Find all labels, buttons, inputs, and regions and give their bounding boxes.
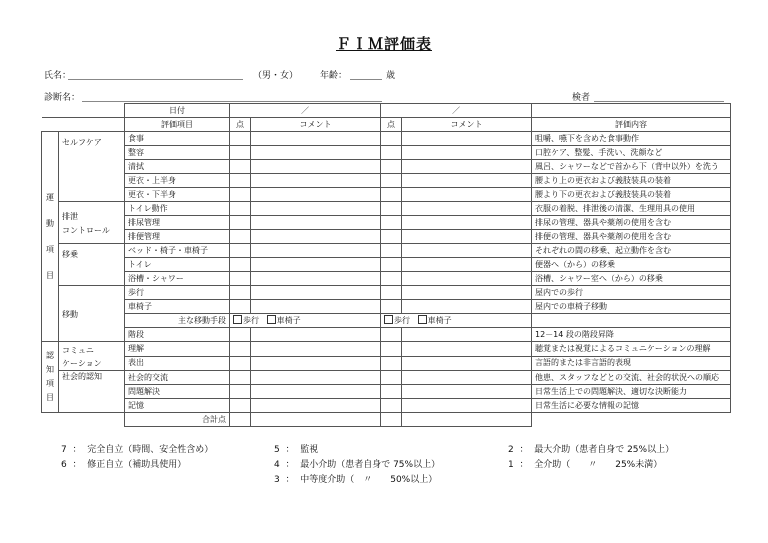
score-cell[interactable] <box>230 174 251 188</box>
walk-option-label: 歩行 <box>394 315 410 325</box>
comment-cell[interactable] <box>251 272 381 286</box>
item-content: 排尿の管理、器具や薬剤の使用を含む <box>532 216 731 230</box>
item-content: 腰より上の更衣および義肢装具の装着 <box>532 174 731 188</box>
score-cell[interactable] <box>381 286 402 300</box>
name-label: 氏名： <box>44 71 72 81</box>
score-cell[interactable] <box>230 300 251 314</box>
item-label: 問題解決 <box>125 385 230 399</box>
legend-item: 7 ： 完全自立（時間、安全性含め） <box>61 445 214 455</box>
cognitive-section-label: 認 知 項 目 <box>42 342 59 413</box>
comment-cell[interactable] <box>402 132 532 146</box>
comment-cell[interactable] <box>251 132 381 146</box>
item-header: 評価項目 <box>125 118 230 132</box>
score-cell[interactable] <box>230 202 251 216</box>
examiner-label: 検者 <box>572 93 591 103</box>
score-cell[interactable] <box>230 328 251 342</box>
item-label: 理解 <box>125 342 230 357</box>
legend-item: 5 ： 監視 <box>274 445 319 455</box>
category-selfcare: セルフケア <box>59 132 125 202</box>
diagnosis-label: 診断名： <box>44 93 81 103</box>
score-cell[interactable] <box>381 244 402 258</box>
table-row <box>42 160 731 174</box>
comment-cell[interactable] <box>402 174 532 188</box>
item-content: 他患、スタッフなどとの交流、社会的状況への順応 <box>532 371 731 385</box>
table-row <box>42 258 731 272</box>
score-cell[interactable] <box>381 202 402 216</box>
item-label: ベッド・椅子・車椅子 <box>125 244 230 258</box>
item-label: 排便管理 <box>125 230 230 244</box>
comment-cell[interactable] <box>251 230 381 244</box>
comment-cell[interactable] <box>402 342 532 357</box>
date-cell-2[interactable]: ／ <box>381 104 532 118</box>
item-content: 12－14 段の階段昇降 <box>532 328 731 342</box>
wheelchair-option-label: 車椅子 <box>276 315 301 325</box>
total-score-1[interactable] <box>230 413 251 427</box>
score-cell[interactable] <box>230 146 251 160</box>
item-content: 排便の管理、器具や薬剤の使用を含む <box>532 230 731 244</box>
score-cell[interactable] <box>230 216 251 230</box>
date-cell-1[interactable]: ／ <box>230 104 381 118</box>
name-field[interactable] <box>68 79 243 80</box>
score-cell[interactable] <box>381 385 402 399</box>
walk-checkbox[interactable] <box>233 315 242 324</box>
item-content: 聴覚または視覚によるコミュニケーションの理解 <box>532 342 731 357</box>
page-title: ＦＩＭ評価表 <box>335 35 432 53</box>
comment-cell[interactable] <box>402 230 532 244</box>
comment-cell[interactable] <box>251 371 381 385</box>
comment-cell[interactable] <box>251 286 381 300</box>
age-unit: 歳 <box>386 71 396 81</box>
item-label: 階段 <box>125 328 230 342</box>
score-cell[interactable] <box>230 244 251 258</box>
score-cell[interactable] <box>230 258 251 272</box>
wheelchair-option-label: 車椅子 <box>427 315 452 325</box>
score-cell[interactable] <box>381 258 402 272</box>
score-cell[interactable] <box>230 160 251 174</box>
examiner-field[interactable] <box>594 101 724 102</box>
comment-cell[interactable] <box>402 258 532 272</box>
walk-checkbox[interactable] <box>384 315 393 324</box>
comment-cell[interactable] <box>402 244 532 258</box>
table-row <box>42 300 731 314</box>
fim-table <box>41 103 731 427</box>
header-row <box>42 118 731 132</box>
category-transfer: 移乗 <box>59 244 125 286</box>
score-cell[interactable] <box>381 371 402 385</box>
comment-cell[interactable] <box>402 356 532 371</box>
comment-cell[interactable] <box>251 202 381 216</box>
total-row <box>42 413 731 427</box>
content-header: 評価内容 <box>532 118 731 132</box>
item-label: 更衣・下半身 <box>125 188 230 202</box>
item-content: 便器へ（から）の移乗 <box>532 258 731 272</box>
comment-cell[interactable] <box>251 174 381 188</box>
table-row <box>42 328 731 342</box>
score-header-1: 点 <box>230 118 251 132</box>
item-label: 社会的交流 <box>125 371 230 385</box>
item-content: 口腔ケア、整髪、手洗い、洗顔など <box>532 146 731 160</box>
age-label: 年齢： <box>320 71 348 81</box>
item-label: 更衣・上半身 <box>125 174 230 188</box>
table-row <box>42 188 731 202</box>
sex-label: （男・女） <box>253 71 299 81</box>
score-cell[interactable] <box>230 286 251 300</box>
score-cell[interactable] <box>381 188 402 202</box>
score-cell[interactable] <box>230 399 251 413</box>
comment-header-1: コメント <box>251 118 381 132</box>
comment-cell[interactable] <box>402 399 532 413</box>
table-row <box>42 286 731 300</box>
diagnosis-field[interactable] <box>82 101 382 102</box>
item-content: 日常生活に必要な情報の記憶 <box>532 399 731 413</box>
category-locomotion: 移動 <box>59 286 125 342</box>
item-content: 腰より下の更衣および義肢装具の装着 <box>532 188 731 202</box>
table-row <box>42 342 731 357</box>
comment-cell[interactable] <box>402 371 532 385</box>
item-content: 浴槽、シャワー室へ（から）の移乗 <box>532 272 731 286</box>
table-row <box>42 146 731 160</box>
comment-cell[interactable] <box>402 202 532 216</box>
table-row <box>42 356 731 371</box>
table-row <box>42 399 731 413</box>
legend-item: 6 ： 修正自立（補助具使用） <box>61 460 187 470</box>
comment-cell[interactable] <box>251 300 381 314</box>
score-cell[interactable] <box>381 216 402 230</box>
comment-cell[interactable] <box>402 300 532 314</box>
comment-cell[interactable] <box>402 216 532 230</box>
item-content: 言語的または非言語的表現 <box>532 356 731 371</box>
score-cell[interactable] <box>381 300 402 314</box>
item-label: 清拭 <box>125 160 230 174</box>
item-label: 歩行 <box>125 286 230 300</box>
total-score-2[interactable] <box>381 413 402 427</box>
score-cell[interactable] <box>381 399 402 413</box>
item-label: 記憶 <box>125 399 230 413</box>
item-content: 屋内での歩行 <box>532 286 731 300</box>
comment-cell[interactable] <box>251 356 381 371</box>
legend-item: 3 ： 中等度介助（ 〃 50%以上） <box>274 475 438 485</box>
mobility-options-2 <box>381 314 532 328</box>
date-label: 日付 <box>125 104 230 118</box>
date-row <box>42 104 731 118</box>
item-label: 浴槽・シャワー <box>125 272 230 286</box>
item-label: 表出 <box>125 356 230 371</box>
score-cell[interactable] <box>230 371 251 385</box>
table-row <box>42 371 731 385</box>
walk-option-label: 歩行 <box>243 315 259 325</box>
comment-cell[interactable] <box>402 385 532 399</box>
total-comment-1[interactable] <box>251 413 381 427</box>
total-comment-2[interactable] <box>402 413 532 427</box>
item-label: 排尿管理 <box>125 216 230 230</box>
score-cell[interactable] <box>381 272 402 286</box>
table-row <box>42 385 731 399</box>
table-row <box>42 202 731 216</box>
item-label: 車椅子 <box>125 300 230 314</box>
wheelchair-checkbox[interactable] <box>267 315 276 324</box>
comment-cell[interactable] <box>251 146 381 160</box>
score-cell[interactable] <box>230 230 251 244</box>
score-header-2: 点 <box>381 118 402 132</box>
table-row <box>42 272 731 286</box>
score-cell[interactable] <box>381 342 402 357</box>
comment-cell[interactable] <box>402 188 532 202</box>
comment-cell[interactable] <box>402 146 532 160</box>
comment-cell[interactable] <box>251 385 381 399</box>
score-cell[interactable] <box>230 356 251 371</box>
comment-cell[interactable] <box>251 342 381 357</box>
motor-section-label: 運 動 項 目 <box>42 132 59 342</box>
table-row <box>42 174 731 188</box>
item-label: トイレ <box>125 258 230 272</box>
wheelchair-checkbox[interactable] <box>418 315 427 324</box>
age-field[interactable] <box>350 79 382 80</box>
comment-cell[interactable] <box>251 258 381 272</box>
score-cell[interactable] <box>230 385 251 399</box>
legend-item: 2 ： 最大介助（患者自身で 25%以上） <box>508 445 675 455</box>
score-cell[interactable] <box>230 272 251 286</box>
item-content: 屋内での車椅子移動 <box>532 300 731 314</box>
score-cell[interactable] <box>381 328 402 342</box>
comment-cell[interactable] <box>251 399 381 413</box>
item-label: 食事 <box>125 132 230 146</box>
score-cell[interactable] <box>230 342 251 357</box>
category-excretion: 排泄 コントロール <box>59 202 125 244</box>
score-cell[interactable] <box>381 132 402 146</box>
item-content: それぞれの間の移乗、起立動作を含む <box>532 244 731 258</box>
comment-cell[interactable] <box>402 286 532 300</box>
category-social: 社会的認知 <box>59 371 125 413</box>
main-mobility-row <box>42 314 731 328</box>
item-label: 整容 <box>125 146 230 160</box>
comment-cell[interactable] <box>402 272 532 286</box>
comment-cell[interactable] <box>251 216 381 230</box>
table-row <box>42 132 731 146</box>
comment-cell[interactable] <box>251 244 381 258</box>
item-content: 日常生活上での問題解決、適切な決断能力 <box>532 385 731 399</box>
legend-item: 1 ： 全介助（ 〃 25%未満） <box>508 460 663 470</box>
item-content: 風呂、シャワーなどで首から下（背中以外）を洗う <box>532 160 731 174</box>
score-cell[interactable] <box>381 146 402 160</box>
comment-cell[interactable] <box>402 328 532 342</box>
score-cell[interactable] <box>230 132 251 146</box>
comment-cell[interactable] <box>251 160 381 174</box>
table-row <box>42 230 731 244</box>
score-cell[interactable] <box>381 174 402 188</box>
total-label: 合計点 <box>125 413 230 427</box>
score-cell[interactable] <box>381 160 402 174</box>
category-communication: コミュニ ケーション <box>59 342 125 371</box>
mobility-options-1 <box>230 314 381 328</box>
table-row <box>42 244 731 258</box>
table-row <box>42 216 731 230</box>
main-mobility-label: 主な移動手段 <box>125 314 230 328</box>
item-content: 咀嚼、嚥下を含めた食事動作 <box>532 132 731 146</box>
comment-header-2: コメント <box>402 118 532 132</box>
score-cell[interactable] <box>230 188 251 202</box>
comment-cell[interactable] <box>402 160 532 174</box>
score-cell[interactable] <box>381 356 402 371</box>
comment-cell[interactable] <box>251 328 381 342</box>
comment-cell[interactable] <box>251 188 381 202</box>
score-cell[interactable] <box>381 230 402 244</box>
legend-item: 4 ： 最小介助（患者自身で 75%以上） <box>274 460 441 470</box>
item-label: トイレ動作 <box>125 202 230 216</box>
item-content: 衣服の着脱、排泄後の清潔、生理用具の使用 <box>532 202 731 216</box>
